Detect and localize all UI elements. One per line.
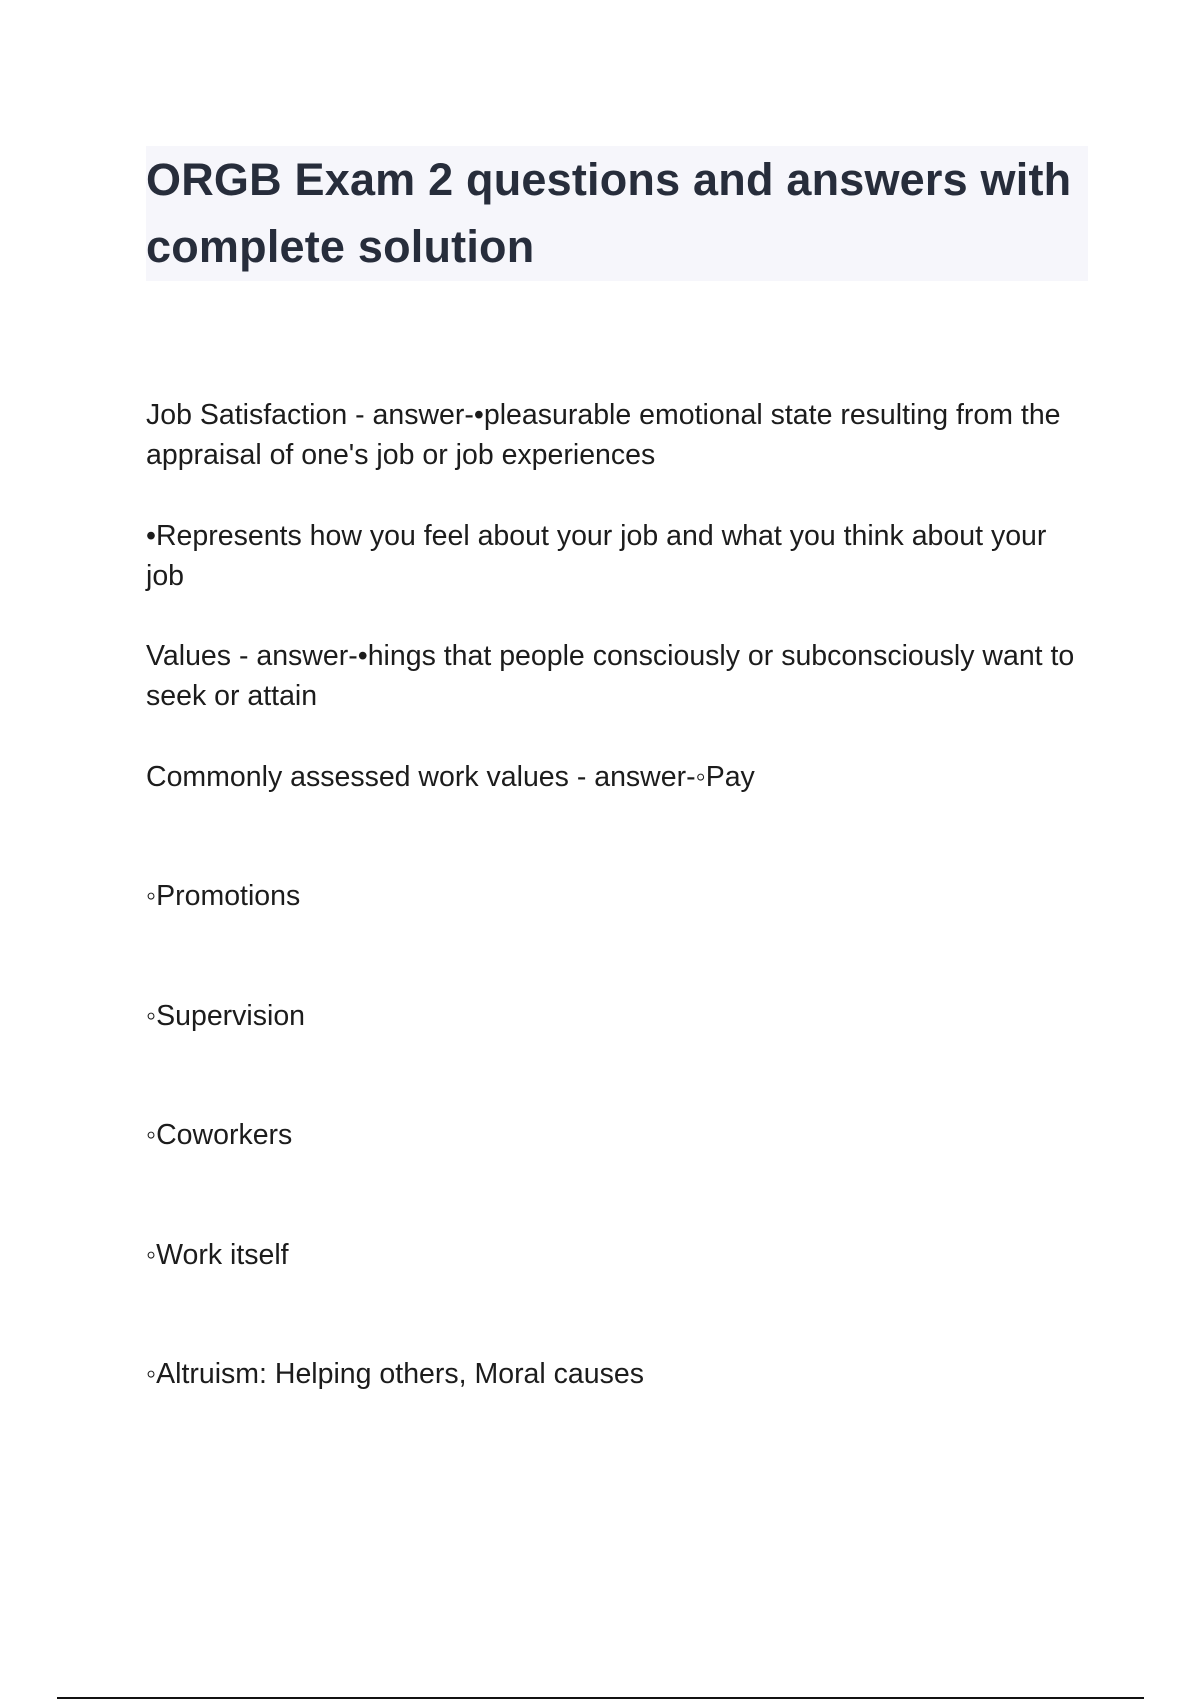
list-item-supervision: ◦Supervision	[146, 1000, 306, 1032]
paragraph-represents: •Represents how you feel about your job and what you think about your job	[146, 520, 1047, 592]
list-item-altruism: ◦Altruism: Helping others, Moral causes	[146, 1358, 644, 1390]
document-title: ORGB Exam 2 questions and answers with complete solution	[146, 154, 1072, 272]
list-item-work-itself: ◦Work itself	[146, 1239, 289, 1271]
paragraph-job-satisfaction: Job Satisfaction - answer-•pleasurable emotional state resulting from the appraisal of one's job or job experiences	[146, 399, 1061, 471]
footer-divider	[57, 1697, 1144, 1699]
list-item-promotions: ◦Promotions	[146, 880, 301, 912]
list-item-coworkers: ◦Coworkers	[146, 1119, 293, 1151]
title-block	[146, 146, 1088, 281]
paragraph-values: Values - answer-•hings that people consciously or subconsciously want to seek or attain	[146, 640, 1075, 712]
paragraph-work-values: Commonly assessed work values - answer-◦Pay	[146, 761, 755, 793]
